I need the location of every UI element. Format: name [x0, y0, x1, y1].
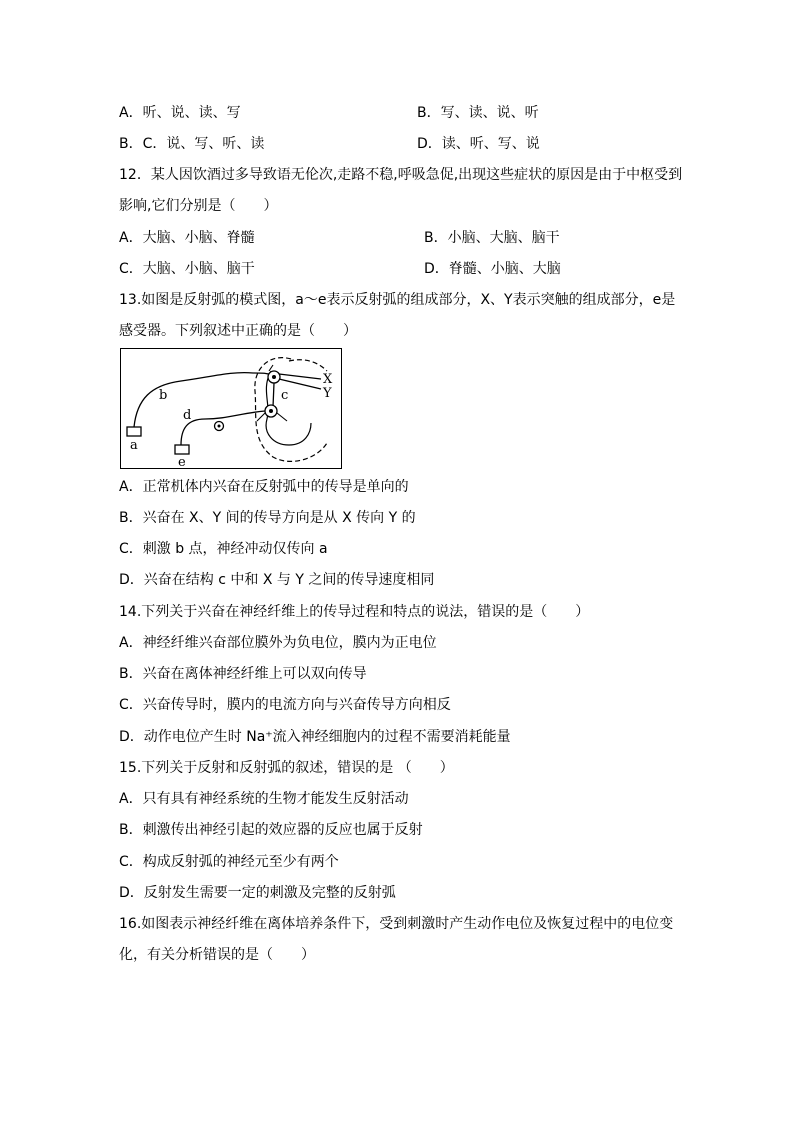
upper-neuron-nucleus — [272, 375, 276, 379]
q12-option-c: C．大脑、小脑、脑干 — [119, 261, 255, 277]
label-y: Y — [323, 386, 332, 401]
lower-dendrite — [257, 413, 265, 421]
label-a: a — [130, 438, 138, 453]
dendrite — [269, 365, 273, 371]
q12-option-a: A．大脑、小脑、脊髓 — [119, 230, 255, 246]
q14-option-c: C．兴奋传导时，膜内的电流方向与兴奋传导方向相反 — [119, 697, 451, 713]
lower-neuron-nucleus — [269, 409, 273, 413]
q15-stem: 15.下列关于反射和反射弧的叙述，错误的是 （ ） — [119, 760, 454, 776]
q12-option-d: D．脊髓、小脑、大脑 — [424, 261, 561, 277]
q11-option-b: B．写、读、说、听 — [417, 105, 539, 121]
q15-option-d: D．反射发生需要一定的刺激及完整的反射弧 — [119, 885, 396, 901]
gray-matter-outline-top — [289, 360, 327, 371]
q12-stem-line1: 12．某人因饮酒过多导致语无伦次,走路不稳,呼吸急促,出现这些症状的原因是由于中枢受到 — [119, 167, 683, 183]
q11-option-d: D．读、听、写、说 — [417, 136, 540, 152]
receptor-box-e — [175, 445, 189, 454]
q16-stem-line1: 16.如图表示神经纤维在离体培养条件下，受到刺激时产生动作电位及恢复过程中的电位变 — [119, 916, 674, 932]
reflex-arc-svg — [121, 349, 343, 470]
q14-option-a: A．神经纤维兴奋部位膜外为负电位，膜内为正电位 — [119, 635, 437, 651]
q13-stem-line2: 感受器。下列叙述中正确的是（ ） — [119, 323, 357, 339]
axon-x — [279, 374, 321, 379]
q13-option-a: A．正常机体内兴奋在反射弧中的传导是单向的 — [119, 479, 409, 495]
effector-box-a — [127, 427, 141, 436]
reflex-arc-diagram — [120, 348, 342, 469]
q14-option-d: D．动作电位产生时 Na⁺流入神经细胞内的过程不需要消耗能量 — [119, 729, 511, 745]
q15-option-b: B．刺激传出神经引起的效应器的反应也属于反射 — [119, 822, 423, 838]
q13-stem-line1: 13.如图是反射弧的模式图，a～e表示反射弧的组成部分，X、Y表示突触的组成部分，e是 — [119, 292, 676, 308]
q11-option-a: A．听、说、读、写 — [119, 105, 241, 121]
label-d: d — [183, 408, 192, 423]
q11-option-c: B．C．说、写、听、读 — [119, 136, 265, 152]
q12-stem-line2: 影响,它们分别是（ ） — [119, 198, 278, 214]
q15-option-a: A．只有具有神经系统的生物才能发生反射活动 — [119, 791, 409, 807]
q14-option-b: B．兴奋在离体神经纤维上可以双向传导 — [119, 666, 367, 682]
q13-option-b: B．兴奋在 X、Y 间的传导方向是从 X 传向 Y 的 — [119, 510, 416, 526]
q13-option-c: C．刺激 b 点，神经冲动仅传向 a — [119, 541, 328, 557]
q13-option-d: D．兴奋在结构 c 中和 X 与 Y 之间的传导速度相同 — [119, 572, 435, 588]
q14-stem: 14.下列关于兴奋在神经纤维上的传导过程和特点的说法，错误的是（ ） — [119, 604, 590, 620]
interneuron-c — [273, 383, 274, 407]
lower-dendrite-2 — [277, 413, 287, 421]
label-e: e — [178, 455, 186, 470]
q15-option-c: C．构成反射弧的神经元至少有两个 — [119, 854, 339, 870]
label-c: c — [281, 388, 289, 403]
label-x: X — [323, 372, 333, 387]
ganglion-center — [218, 425, 221, 428]
q16-stem-line2: 化，有关分析错误的是（ ） — [119, 947, 315, 963]
label-b: b — [159, 388, 168, 403]
q12-option-b: B．小脑、大脑、脑干 — [424, 230, 560, 246]
